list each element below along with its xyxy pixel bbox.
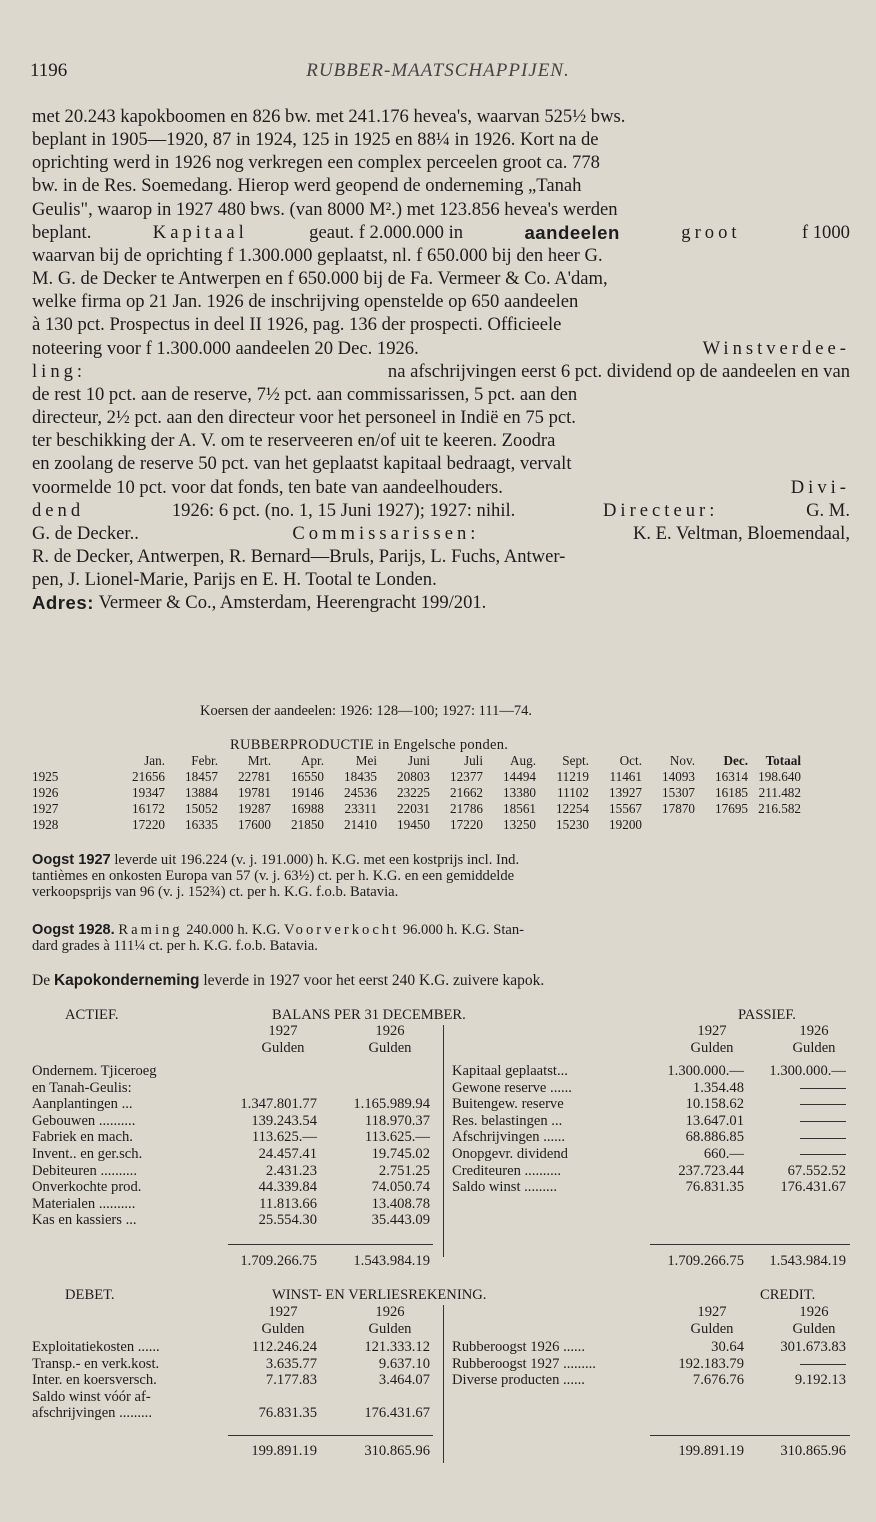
table-row [32, 769, 801, 785]
oogst-1927: Oogst 1927 leverde uit 196.224 (v. j. 191.000) h. K.G. met een kostprijs incl. Ind. tantièmes en onkosten Europa van 57 (v. j. 63½) ct. per h. K.G. en een gemiddelde verkoopsprijs van 96 (v. j. 152¾) ct. per h. K.G. f.o.b. Batavia. [32, 852, 520, 901]
balance-title: BALANS PER 31 DECEMBER. [272, 1007, 466, 1023]
text-line: noteering voor f 1.300.000 aandeelen 20 Dec. 1926. Winstverdee- [32, 337, 850, 359]
column-header: Juli [463, 753, 483, 768]
text-line: de rest 10 pct. aan de reserve, 7½ pct. aan commissarissen, 5 pct. aan den [32, 383, 578, 405]
dash-rule [800, 1154, 846, 1155]
table-row [32, 785, 801, 801]
account-value: 7.177.83 [265, 1372, 317, 1389]
table-cell [642, 817, 695, 833]
table-cell: 11461 [609, 769, 642, 784]
text-line: Geulis", waarop in 1927 480 bws. (van 8000 M².) met 123.856 hevea's werden [32, 198, 618, 220]
account-value [748, 1356, 846, 1373]
dash-rule [800, 1088, 846, 1089]
pl-divider [443, 1305, 444, 1463]
table-cell: 16550 [291, 769, 324, 784]
total-rule [650, 1244, 850, 1245]
page-header [30, 60, 846, 86]
text-line: beplant in 1905—1920, 87 in 1924, 125 in 1925 en 88¼ in 1926. Kort na de [32, 129, 599, 151]
account-label: Kas en kassiers ... [32, 1212, 137, 1229]
table-cell: 198.640 [758, 769, 801, 784]
account-value: 192.183.79 [678, 1355, 744, 1372]
dash-rule [800, 1364, 846, 1365]
account-value: 9.192.13 [794, 1372, 846, 1389]
account-value: 118.970.37 [364, 1112, 430, 1129]
table-cell: 15567 [609, 801, 642, 816]
table-cell: 20803 [397, 769, 430, 784]
text-line: en zoolang de reserve 50 pct. van het geplaatst kapitaal bedraagt, vervalt [32, 453, 572, 475]
account-value: 1.354.48 [692, 1079, 744, 1096]
table-cell: 216.582 [758, 801, 801, 816]
account-label: Res. belastingen ... [452, 1112, 563, 1129]
table-cell [695, 817, 748, 833]
table-cell: 211.482 [758, 785, 801, 800]
table-cell: 16335 [185, 817, 218, 832]
text-line: dend 1926: 6 pct. (no. 1, 15 Juni 1927); 1927: nihil. Directeur: G. M. [32, 499, 850, 521]
table-cell: 15307 [662, 785, 695, 800]
account-label: Fabriek en mach. [32, 1129, 133, 1146]
text-line: directeur, 2½ pct. aan den directeur voor het personeel in Indië en 75 pct. [32, 407, 576, 429]
column-header: Nov. [669, 753, 695, 768]
table-cell: 13250 [503, 817, 536, 832]
table-cell: 23225 [397, 785, 430, 800]
text-line: beplant. Kapitaal geaut. f 2.000.000 in aandeelen groot f 1000 [32, 221, 850, 243]
page: 1196 RUBBER-MAATSCHAPPIJEN. met 20.243 kapokboomen en 826 bw. met 241.176 hevea's, waarvan 525½ bws. beplant in 1905—1920, 87 in 1924, 125 in 1925 en 88¼ in 1926. Kort na de oprichting werd in 1926 nog verkregen een complex perceelen groot ca. 778 bw. in de Res. Soemedang. Hierop werd geopend de onderneming „Tanah Geulis", waarop in 1927 480 bws. (van 8000 M².) met 123.856 hevea's werden beplant. Kapitaal geaut. f 2.000.000 in aandeelen groot f 1000 waarvan bij de oprichting f 1.300.000 geplaatst, nl. f 650.000 bij den heer G. M. G. de Decker te Antwerpen en f 650.000 bij de Fa. Vermeer & Co. A'dam, welke firma op 21 Jan. 1926 de inschrijving openstelde op 650 aandeelen à 130 pct. Prospectus in deel II 1926, pag. 136 der prospecti. Officieele noteering voor f 1.300.000 aandeelen 20 Dec. 1926. Winstverdee- ling: na afschrijvingen eerst 6 pct. dividend op de aandeelen en van de rest 10 pct. aan de reserve, 7½ pct. aan commissarissen, 5 pct. aan den directeur, 2½ pct. aan den directeur voor het personeel in Indië en 75 pct. ter beschikking der A. V. om te reserveeren en/of uit te keeren. Zoodra en zoolang de reserve 50 pct. van het geplaatst kapitaal bedraagt, vervalt voormelde 10 pct. voor dat fonds, ten bate van aandeelhouders. Divi- dend 1926: 6 pct. (no. 1, 15 Juni 1927); 1927: nihil. Directeur: G. M. G. de Decker.. Commissarissen: K. E. Veltman, Bloemendaal, R. de Decker, Antwerpen, R. Bernard—Bruls, Parijs, L. Fuchs, Antwer- pen, J. Lionel-Marie, Parijs en E. H. Tootal te Londen. Adres: Vermeer & Co., Amsterdam, Heerengracht 199/201. Koersen der aandeelen: 1926: 128—100; 1927: 111—74. RUBBERPRODUCTIE in Engelsche ponden. Jan. Febr. Mrt. Apr. Mei Juni Juli Aug. Sept. Oct. Nov. Dec. Totaal 1925 21656 18457 22781 16550 18435 20803 12377 14494 11219 11461 14093 16314 198.640 1926 19347 13884 19781 19146 24536 23225 21662 13380 11102 13927 15307 16185 211.482 1927 16172 15052 19287 16988 23311 22031 21786 18561 12254 15567 17870 17695 216.582 1928 17220 16335 17600 21850 21410 19450 17220 13250 15230 19200 Oogst 1927 leverde uit 196.224 (v. j. 191.000) h. K.G. met een kostprijs incl. Ind. tantièmes en onkosten Europa van 57 (v. j. 63½) ct. per h. K.G. en een gemiddelde verkoopsprijs van 96 (v. j. 152¾) ct. per h. K.G. f.o.b. Batavia. Oogst 1928. Raming 240.000 h. K.G. Voorverkocht 96.000 h. K.G. Stan- dard grades à 111¼ ct. per h. K.G. f.o.b. Batavia. De Kapokonderneming leverde in 1927 voor het eerst 240 K.G. zuivere kapok. ACTIEF. BALANS PER 31 DECEMBER. PASSIEF. 1927 1926 Gulden Gulden 1927 1926 Gulden Gulden Ondernem. Tjiceroeg en Tanah-Geulis: Aanplantingen ... Gebouwen .......... Fabriek en mach. Invent.. en ger.sch. Debiteuren .......... Onverkochte prod. Materialen .......... Kas en kassiers ... 1.347.801.77 139.243.54 113.625.— 24.457.41 2.431.23 44.339.84 11.813.66 25.554.30 1.165.989.94 118.970.37 113.625.— 19.745.02 2.751.25 74.050.74 13.408.78 35.443.09 Kapitaal geplaatst... Gewone reserve ...... Buitengew. reserve Res. belastingen ... Afschrijvingen ...... Onopgevr. dividend Crediteuren .......... Saldo winst ......... 1.300.000.— 1.354.48 10.158.62 13.647.01 68.886.85 660.— 237.723.44 76.831.35 1.300.000.— 67.552.52 176.431.67 1.709.266.75 1.543.984.19 1.709.266.75 1.543.984.19 DEBET. WINST- EN VERLIESREKENING. CREDIT. 1927 1926 Gulden Gulden 1927 1926 Gulden Gulden Exploitatiekosten ...... Transp.- en verk.kost. Inter. en koersversch. Saldo winst vóór af- afschrijvingen ......... 112.246.24 3.635.77 7.177.83 76.831.35 121.333.12 9.637.10 3.464.07 176.431.67 Rubberoogst 1926 ...... Rubberoogst 1927 ......... Diverse producten ...... 30.64 192.183.79 7.676.76 301.673.83 9.192.13 199.891.19 310.865.96 199.891.19 310.865.96 [0, 0, 876, 1522]
account-value: 7.676.76 [692, 1372, 744, 1389]
column-header: Jan. [144, 753, 165, 768]
rubber-production-title: RUBBERPRODUCTIE in Engelsche ponden. [230, 737, 509, 753]
actief-labels [32, 1063, 157, 1229]
actief-1926 [330, 1063, 430, 1229]
passief-total-1926: 1.543.984.19 [769, 1253, 846, 1269]
kapokonderneming-label: Kapokonderneming [53, 972, 200, 989]
account-value [748, 1129, 846, 1146]
table-cell: 14093 [662, 769, 695, 784]
text-line: voormelde 10 pct. voor dat fonds, ten bate van aandeelhouders. Divi- [32, 476, 850, 498]
account-label: Diverse producten ...... [452, 1372, 585, 1389]
column-header: Aug. [509, 753, 536, 768]
dash-rule [800, 1138, 846, 1139]
credit-labels [452, 1339, 596, 1389]
table-cell: 19450 [397, 817, 430, 832]
account-value: 76.831.35 [258, 1405, 317, 1422]
text-line: R. de Decker, Antwerpen, R. Bernard—Bruls, Parijs, L. Fuchs, Antwer- [32, 545, 566, 567]
account-label: Kapitaal geplaatst... [452, 1063, 568, 1079]
account-label: en Tanah-Geulis: [32, 1079, 132, 1096]
table-cell: 17600 [238, 817, 271, 832]
passief-1926 [748, 1063, 846, 1196]
account-value: 67.552.52 [787, 1162, 846, 1179]
table-cell: 13884 [185, 785, 218, 800]
table-cell: 16185 [715, 785, 748, 800]
text-line: met 20.243 kapokboomen en 826 bw. met 241.176 hevea's, waarvan 525½ bws. [32, 106, 626, 127]
table-cell: 17870 [662, 801, 695, 816]
text-line: à 130 pct. Prospectus in deel II 1926, pag. 136 der prospecti. Officieele [32, 314, 562, 336]
table-cell: 12254 [556, 801, 589, 816]
table-cell: 17220 [450, 817, 483, 832]
table-cell: 19287 [238, 801, 271, 816]
account-value [215, 1063, 317, 1080]
account-value [330, 1080, 430, 1097]
column-header: Dec. [723, 753, 748, 768]
text-line: waarvan bij de oprichting f 1.300.000 geplaatst, nl. f 650.000 bij den heer G. [32, 244, 603, 266]
text-line: ter beschikking der A. V. om te reserveeren en/of uit te keeren. Zoodra [32, 430, 556, 452]
table-cell: 15230 [556, 817, 589, 832]
account-value: 176.431.67 [364, 1405, 430, 1422]
debet-1927 [215, 1339, 317, 1422]
debet-1926 [330, 1339, 430, 1422]
account-label: Afschrijvingen ...... [452, 1129, 566, 1146]
account-value [748, 1080, 846, 1097]
account-label: Rubberoogst 1927 ......... [452, 1355, 596, 1372]
account-value [215, 1389, 317, 1406]
account-value: 1.165.989.94 [353, 1096, 430, 1113]
account-label: Saldo winst vóór af- [32, 1388, 151, 1405]
column-header: Totaal [765, 753, 801, 768]
table-cell: 19146 [291, 785, 324, 800]
account-value: 139.243.54 [251, 1112, 317, 1129]
text-line: oprichting werd in 1926 nog verkregen een complex perceelen groot ca. 778 [32, 152, 600, 174]
account-value: 1.300.000.— [769, 1063, 846, 1079]
running-title: RUBBER-MAATSCHAPPIJEN. [306, 60, 570, 81]
account-value: 9.637.10 [378, 1355, 430, 1372]
account-value: 10.158.62 [685, 1096, 744, 1113]
oogst-1928-label: Oogst 1928. [32, 922, 115, 938]
directeur-heading: Directeur: [603, 499, 719, 521]
account-value: 24.457.41 [258, 1145, 317, 1162]
commissarissen-heading: Commissarissen: [292, 522, 480, 544]
table-cell: 22031 [397, 801, 430, 816]
debet-total-1926: 310.865.96 [364, 1443, 430, 1459]
rubber-production-table [32, 753, 801, 833]
account-label: Crediteuren .......... [452, 1162, 562, 1179]
table-cell: 21656 [132, 769, 165, 784]
kapok-line: De Kapokonderneming leverde in 1927 voor het eerst 240 K.G. zuivere kapok. [32, 972, 545, 989]
account-value: 2.751.25 [378, 1162, 430, 1179]
account-value: 237.723.44 [678, 1162, 744, 1179]
table-cell: 21662 [450, 785, 483, 800]
text-line: welke firma op 21 Jan. 1926 de inschrijving openstelde op 650 aandeelen [32, 291, 579, 313]
account-value: 3.464.07 [378, 1372, 430, 1389]
account-label: Exploitatiekosten ...... [32, 1339, 160, 1355]
account-value: 13.408.78 [371, 1195, 430, 1212]
account-value: 74.050.74 [371, 1179, 430, 1196]
aandeelen-heading: aandeelen [524, 221, 620, 243]
table-cell: 15052 [185, 801, 218, 816]
account-label: Rubberoogst 1926 ...... [452, 1339, 585, 1355]
account-value [748, 1146, 846, 1163]
table-cell: 19347 [132, 785, 165, 800]
account-label: Transp.- en verk.kost. [32, 1355, 160, 1372]
total-rule [228, 1435, 433, 1436]
table-cell: 18457 [185, 769, 218, 784]
table-cell: 14494 [503, 769, 536, 784]
account-value: 660.— [703, 1145, 744, 1162]
account-value: 113.625.— [364, 1129, 430, 1146]
account-value: 13.647.01 [685, 1112, 744, 1129]
actief-total-1926: 1.543.984.19 [353, 1253, 430, 1269]
text-line: bw. in de Res. Soemedang. Hierop werd geopend de onderneming „Tanah [32, 175, 582, 197]
passief-total-1927: 1.709.266.75 [667, 1253, 744, 1269]
account-label: Invent.. en ger.sch. [32, 1145, 143, 1162]
table-cell: 24536 [344, 785, 377, 800]
table-cell: 12377 [450, 769, 483, 784]
table-cell: 13927 [609, 785, 642, 800]
debet-total-1927: 199.891.19 [251, 1443, 317, 1459]
adres-label: Adres: [32, 592, 94, 614]
account-value: 68.886.85 [685, 1129, 744, 1146]
table-cell: 11219 [556, 769, 589, 784]
row-year: 1928 [32, 817, 59, 832]
row-year: 1925 [32, 769, 59, 784]
text-line: M. G. de Decker te Antwerpen en f 650.000 bij de Fa. Vermeer & Co. A'dam, [32, 268, 608, 290]
account-label: Gebouwen .......... [32, 1112, 136, 1129]
dividend-heading: Divi- [790, 476, 850, 498]
text-line: ling: na afschrijvingen eerst 6 pct. dividend op de aandeelen en van [32, 360, 850, 382]
account-value: 301.673.83 [780, 1339, 846, 1355]
account-label: Aanplantingen ... [32, 1096, 133, 1113]
text-line: G. de Decker.. Commissarissen: K. E. Veltman, Bloemendaal, [32, 522, 850, 544]
column-header: Mrt. [247, 753, 271, 768]
column-header: Sept. [562, 753, 589, 768]
account-value: 1.347.801.77 [240, 1096, 317, 1113]
account-value [330, 1389, 430, 1406]
dash-rule [800, 1104, 846, 1105]
account-value: 30.64 [711, 1339, 744, 1355]
table-cell: 13380 [503, 785, 536, 800]
profit-loss-title: WINST- EN VERLIESREKENING. [272, 1287, 487, 1303]
account-value: 113.625.— [251, 1129, 317, 1146]
table-cell: 22781 [238, 769, 271, 784]
account-value: 25.554.30 [258, 1212, 317, 1229]
account-label: Onopgevr. dividend [452, 1145, 568, 1162]
actief-1927 [215, 1063, 317, 1229]
table-row [32, 817, 801, 833]
account-label: Onverkochte prod. [32, 1179, 142, 1196]
row-year: 1927 [32, 801, 59, 816]
debet-title: DEBET. [65, 1287, 115, 1303]
account-value: 11.813.66 [259, 1195, 317, 1212]
address-line: Adres: Vermeer & Co., Amsterdam, Heerengracht 199/201. [32, 592, 487, 614]
credit-1927 [640, 1339, 744, 1389]
account-value: 112.246.24 [251, 1339, 317, 1355]
account-value [748, 1096, 846, 1113]
page-number: 1196 [30, 60, 68, 81]
column-header: Mei [355, 753, 377, 768]
actief-total-1927: 1.709.266.75 [240, 1253, 317, 1269]
table-cell: 21786 [450, 801, 483, 816]
account-label: Buitengew. reserve [452, 1096, 564, 1113]
company-description [32, 105, 850, 614]
account-label: afschrijvingen ......... [32, 1405, 152, 1422]
column-header: Juni [408, 753, 430, 768]
passief-title: PASSIEF. [738, 1007, 796, 1023]
credit-total-1927: 199.891.19 [678, 1443, 744, 1459]
table-cell: 16988 [291, 801, 324, 816]
table-cell: 16172 [132, 801, 165, 816]
account-value [215, 1080, 317, 1097]
table-row [32, 801, 801, 817]
dash-rule [800, 1121, 846, 1122]
debet-labels [32, 1339, 160, 1422]
table-cell: 21410 [344, 817, 377, 832]
balance-divider [443, 1025, 444, 1257]
table-cell: 19200 [609, 817, 642, 832]
column-header: Apr. [300, 753, 324, 768]
table-cell: 21850 [291, 817, 324, 832]
table-header-row [32, 753, 801, 769]
account-value [748, 1113, 846, 1130]
account-label: Ondernem. Tjiceroeg [32, 1063, 157, 1079]
table-cell: 17695 [715, 801, 748, 816]
kapitaal-heading: Kapitaal [152, 221, 248, 243]
account-label: Gewone reserve ...... [452, 1079, 572, 1096]
oogst-1927-label: Oogst 1927 [32, 852, 111, 868]
total-rule [228, 1244, 433, 1245]
text-line: pen, J. Lionel-Marie, Parijs en E. H. Tootal te Londen. [32, 569, 437, 591]
winstverdeeling-heading: Winstverdee- [702, 337, 850, 359]
account-label: Debiteuren .......... [32, 1162, 137, 1179]
share-prices: Koersen der aandeelen: 1926: 128—100; 1927: 111—74. [200, 703, 532, 719]
table-cell: 18561 [503, 801, 536, 816]
oogst-1928: Oogst 1928. Raming 240.000 h. K.G. Voorverkocht 96.000 h. K.G. Stan- dard grades à 111¼ ct. per h. K.G. f.o.b. Batavia. [32, 922, 525, 955]
account-value: 176.431.67 [780, 1179, 846, 1196]
column-header: Febr. [191, 753, 218, 768]
account-label: Inter. en koersversch. [32, 1372, 157, 1389]
credit-title: CREDIT. [760, 1287, 816, 1303]
credit-total-1926: 310.865.96 [780, 1443, 846, 1459]
account-value [330, 1063, 430, 1080]
account-value: 44.339.84 [258, 1179, 317, 1196]
account-value: 121.333.12 [364, 1339, 430, 1355]
account-value: 35.443.09 [371, 1212, 430, 1229]
passief-1927 [640, 1063, 744, 1196]
account-value: 2.431.23 [265, 1162, 317, 1179]
row-year: 1926 [32, 785, 59, 800]
account-label: Materialen .......... [32, 1195, 136, 1212]
table-cell: 18435 [344, 769, 377, 784]
passief-labels [452, 1063, 572, 1196]
table-cell: 19781 [238, 785, 271, 800]
account-value: 76.831.35 [685, 1179, 744, 1196]
table-cell: 23311 [344, 801, 377, 816]
table-cell: 17220 [132, 817, 165, 832]
account-value: 1.300.000.— [667, 1063, 744, 1079]
table-cell: 16314 [715, 769, 748, 784]
column-header: Oct. [619, 753, 642, 768]
table-cell: 11102 [557, 785, 589, 800]
credit-1926 [748, 1339, 846, 1389]
table-cell [748, 817, 801, 833]
actief-title: ACTIEF. [65, 1007, 119, 1023]
account-value: 3.635.77 [265, 1355, 317, 1372]
account-label: Saldo winst ......... [452, 1179, 557, 1196]
account-value: 19.745.02 [371, 1145, 430, 1162]
total-rule [650, 1435, 850, 1436]
